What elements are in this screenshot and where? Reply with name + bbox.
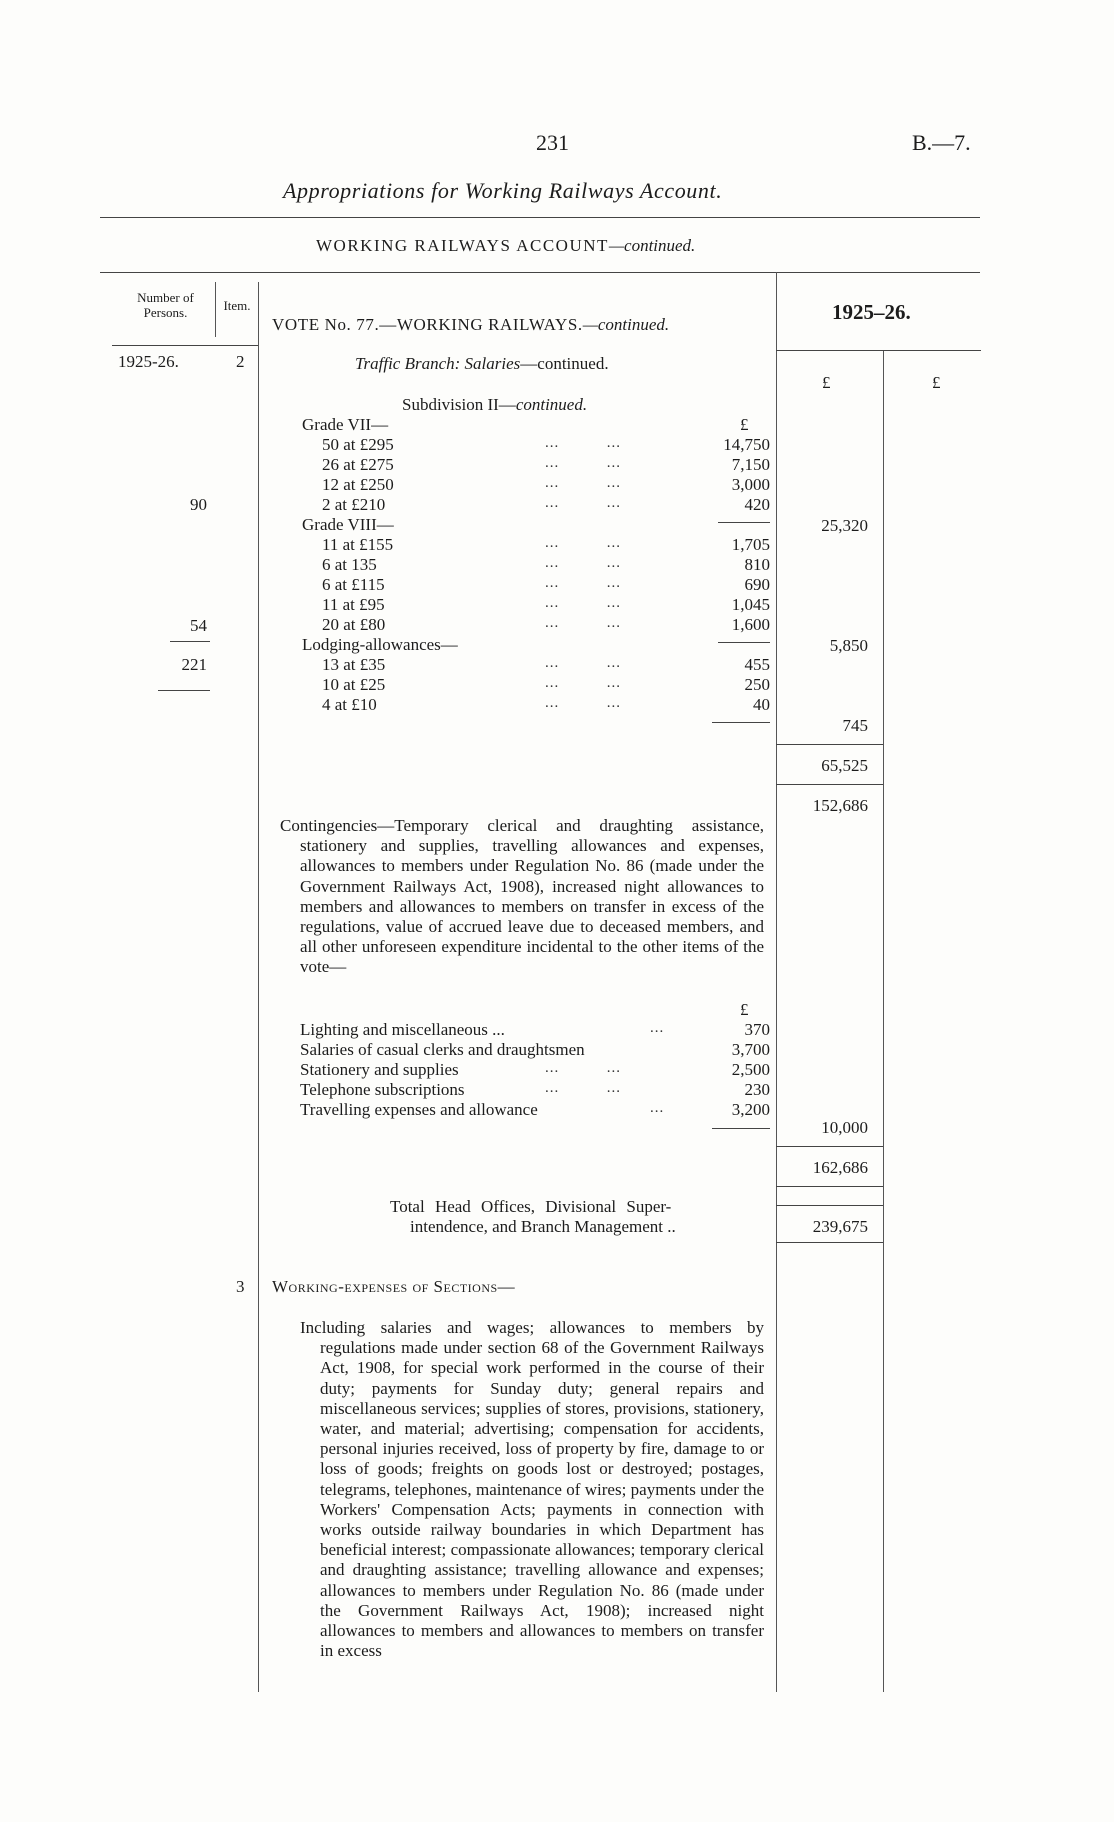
lodging-amount: 250: [744, 675, 770, 694]
header-rule: [100, 217, 980, 218]
lodging-row: 10 at £25: [322, 675, 386, 694]
vote-title-cont: —continued.: [582, 315, 670, 334]
money-pound-sign-1: £: [822, 373, 831, 392]
persons-rule-1: [170, 641, 210, 642]
money-pound-sign-2: £: [932, 373, 941, 392]
leader-dots: ... ...: [545, 555, 621, 571]
contingencies-text: Contingencies—Temporary clerical and draughting assistance, stationery and supplies, travelling allowances and expenses, allowances to members under Regulation No. 86 (made under the Government Railways Act, 1908), increased night allowances to members and allowances to members on transfer in excess of the regulations, value of accrued leave due to deceased members, and all other unforeseen expenditure incidental to the other items of the vote—: [280, 816, 764, 977]
page-number: 231: [536, 130, 569, 155]
grade8-row: 6 at £115: [322, 575, 385, 594]
leader-dots: ... ...: [545, 615, 621, 631]
head-rule-left: [112, 345, 258, 346]
section-title: [316, 236, 695, 256]
branch-heading-cont: —continued.: [520, 354, 609, 373]
leader-dots: ...: [650, 1020, 665, 1036]
col-persons-header: Number of Persons.: [137, 290, 194, 320]
branch-heading-text: Traffic Branch: Salaries: [355, 354, 521, 373]
document-reference: B.—7.: [912, 130, 971, 155]
contingencies-total: 10,000: [821, 1118, 868, 1137]
subdivision-heading: [402, 395, 587, 415]
persons-rule-2: [158, 690, 210, 691]
subdivision-text: Subdivision II—: [402, 395, 516, 414]
sum-rule: [712, 722, 770, 723]
total-head-offices-amount: 239,675: [812, 1217, 868, 1236]
leader-dots: ...: [650, 1100, 665, 1116]
subtotal-grade7: 25,320: [821, 516, 868, 535]
running-title: Appropriations for Working Railways Account.: [283, 178, 723, 203]
leader-dots: ... ...: [545, 1060, 621, 1076]
leader-dots: ... ...: [545, 495, 621, 511]
sum-rule: [712, 1128, 770, 1129]
rule-item-right: [258, 282, 259, 1692]
item-number-2: 2: [236, 352, 245, 371]
amount-pound-sign: £: [740, 415, 749, 434]
lodging-label: Lodging-allowances—: [302, 635, 458, 654]
grade7-amount: 14,750: [723, 435, 770, 454]
section-title-text: WORKING RAILWAYS ACCOUNT: [316, 236, 609, 255]
item3-heading: Working-expenses of Sections—: [272, 1277, 516, 1296]
grade8-row: 6 at 135: [322, 555, 377, 574]
contingency-item: Travelling expenses and allowance: [300, 1100, 538, 1119]
total-head-offices-line1: Total Head Offices, Divisional Super-: [390, 1197, 672, 1216]
branch-heading: [355, 354, 609, 374]
item-number-3: 3: [236, 1277, 245, 1296]
grade8-amount: 1,045: [731, 595, 770, 614]
grade7-label: Grade VII—: [302, 415, 389, 434]
contingencies-paragraph: [280, 816, 764, 978]
persons-54: 54: [190, 616, 207, 635]
contingency-item: Salaries of casual clerks and draughtsmen: [300, 1040, 585, 1059]
grade7-amount: 3,000: [731, 475, 770, 494]
year-header: 1925–26.: [832, 300, 911, 324]
grade8-row: 20 at £80: [322, 615, 386, 634]
money-rule: [776, 1242, 883, 1243]
subtotal-lodging: 745: [842, 716, 868, 735]
leader-dots: ... ...: [545, 575, 621, 591]
section-rule: [100, 272, 980, 273]
contingency-item: Telephone subscriptions: [300, 1080, 465, 1099]
money-rule: [776, 1146, 883, 1147]
grade8-row: 11 at £155: [322, 535, 394, 554]
total-salaries: 65,525: [821, 756, 868, 775]
leader-dots: ... ...: [545, 535, 621, 551]
contingency-amount: 2,500: [731, 1060, 770, 1079]
grade7-row: 2 at £210: [322, 495, 386, 514]
sum-rule: [718, 642, 770, 643]
leader-dots: ... ...: [545, 675, 621, 691]
sum-rule: [718, 522, 770, 523]
subdivision-cont: continued.: [515, 395, 588, 414]
grade7-amount: 420: [744, 495, 770, 514]
leader-dots: ... ...: [545, 1080, 621, 1096]
contingency-amount: 370: [744, 1020, 770, 1039]
carried-total: 152,686: [812, 796, 868, 815]
lodging-row: 13 at £35: [322, 655, 386, 674]
persons-90: 90: [190, 495, 207, 514]
contingency-item: Lighting and miscellaneous ...: [300, 1020, 505, 1039]
grade7-row: 26 at £275: [322, 455, 394, 474]
money-rule: [776, 784, 883, 785]
grade7-row: 12 at £250: [322, 475, 394, 494]
lodging-amount: 40: [753, 695, 770, 714]
item3-text: Including salaries and wages; allowances to members by regulations made under section 68 of the Government Railways Act, 1908, for special work performed in the course of their duty; payments for Sunday duty; general repairs and miscellaneous services; supplies of stores, provisions, stationery, water, and material; advertising; compensation for accidents, personal injuries received, loss of property by fire, damage to or loss of goods; freights on goods lost or destroyed; postages, telegrams, telephones, maintenance of wires; payments under the Workers' Compensation Acts; payments in connection with works outside railway boundaries in which Department has beneficial interest; compassionate allowances; temporary clerical and draughting assistance; travelling allowance and expenses; allowances to members under Regulation No. 86 (made under the Government Railways Act, 1908); increased night allowances to members and allowances to members on transfer in excess: [300, 1318, 764, 1661]
rule-money-mid: [883, 350, 884, 1692]
leader-dots: ... ...: [545, 695, 621, 711]
vote-title-text: VOTE No. 77.—WORKING RAILWAYS.: [272, 315, 583, 334]
grade8-amount: 1,600: [731, 615, 770, 634]
leader-dots: ... ...: [545, 455, 621, 471]
grade7-row: 50 at £295: [322, 435, 394, 454]
money-rule: [776, 1186, 883, 1187]
grade8-amount: 690: [744, 575, 770, 594]
contingencies-pound-sign: £: [740, 1000, 749, 1019]
grade7-amount: 7,150: [731, 455, 770, 474]
leader-dots: ... ...: [545, 655, 621, 671]
col-item-header: Item.: [223, 298, 251, 313]
grade8-row: 11 at £95: [322, 595, 385, 614]
grade8-amount: 1,705: [731, 535, 770, 554]
contingency-amount: 3,700: [731, 1040, 770, 1059]
persons-221: 221: [181, 655, 207, 674]
contingency-amount: 3,200: [731, 1100, 770, 1119]
leader-dots: ... ...: [545, 595, 621, 611]
grade8-label: Grade VIII—: [302, 515, 394, 534]
subtotal-grade8: 5,850: [829, 636, 868, 655]
contingency-amount: 230: [744, 1080, 770, 1099]
section-title-cont: —continued.: [608, 236, 696, 255]
total-head-offices-line2: intendence, and Branch Management ..: [410, 1217, 676, 1236]
money-rule: [776, 1205, 883, 1206]
leader-dots: ... ...: [545, 475, 621, 491]
contingency-item: Stationery and supplies: [300, 1060, 459, 1079]
grand-subtotal: 162,686: [812, 1158, 868, 1177]
left-year: 1925-26.: [118, 352, 179, 371]
money-rule: [776, 744, 883, 745]
item3-paragraph: [300, 1318, 764, 1661]
lodging-amount: 455: [744, 655, 770, 674]
vote-title: [272, 315, 669, 335]
head-rule-right: [776, 350, 981, 351]
lodging-row: 4 at £10: [322, 695, 377, 714]
leader-dots: ... ...: [545, 435, 621, 451]
rule-desc-right: [776, 272, 777, 1692]
grade8-amount: 810: [744, 555, 770, 574]
